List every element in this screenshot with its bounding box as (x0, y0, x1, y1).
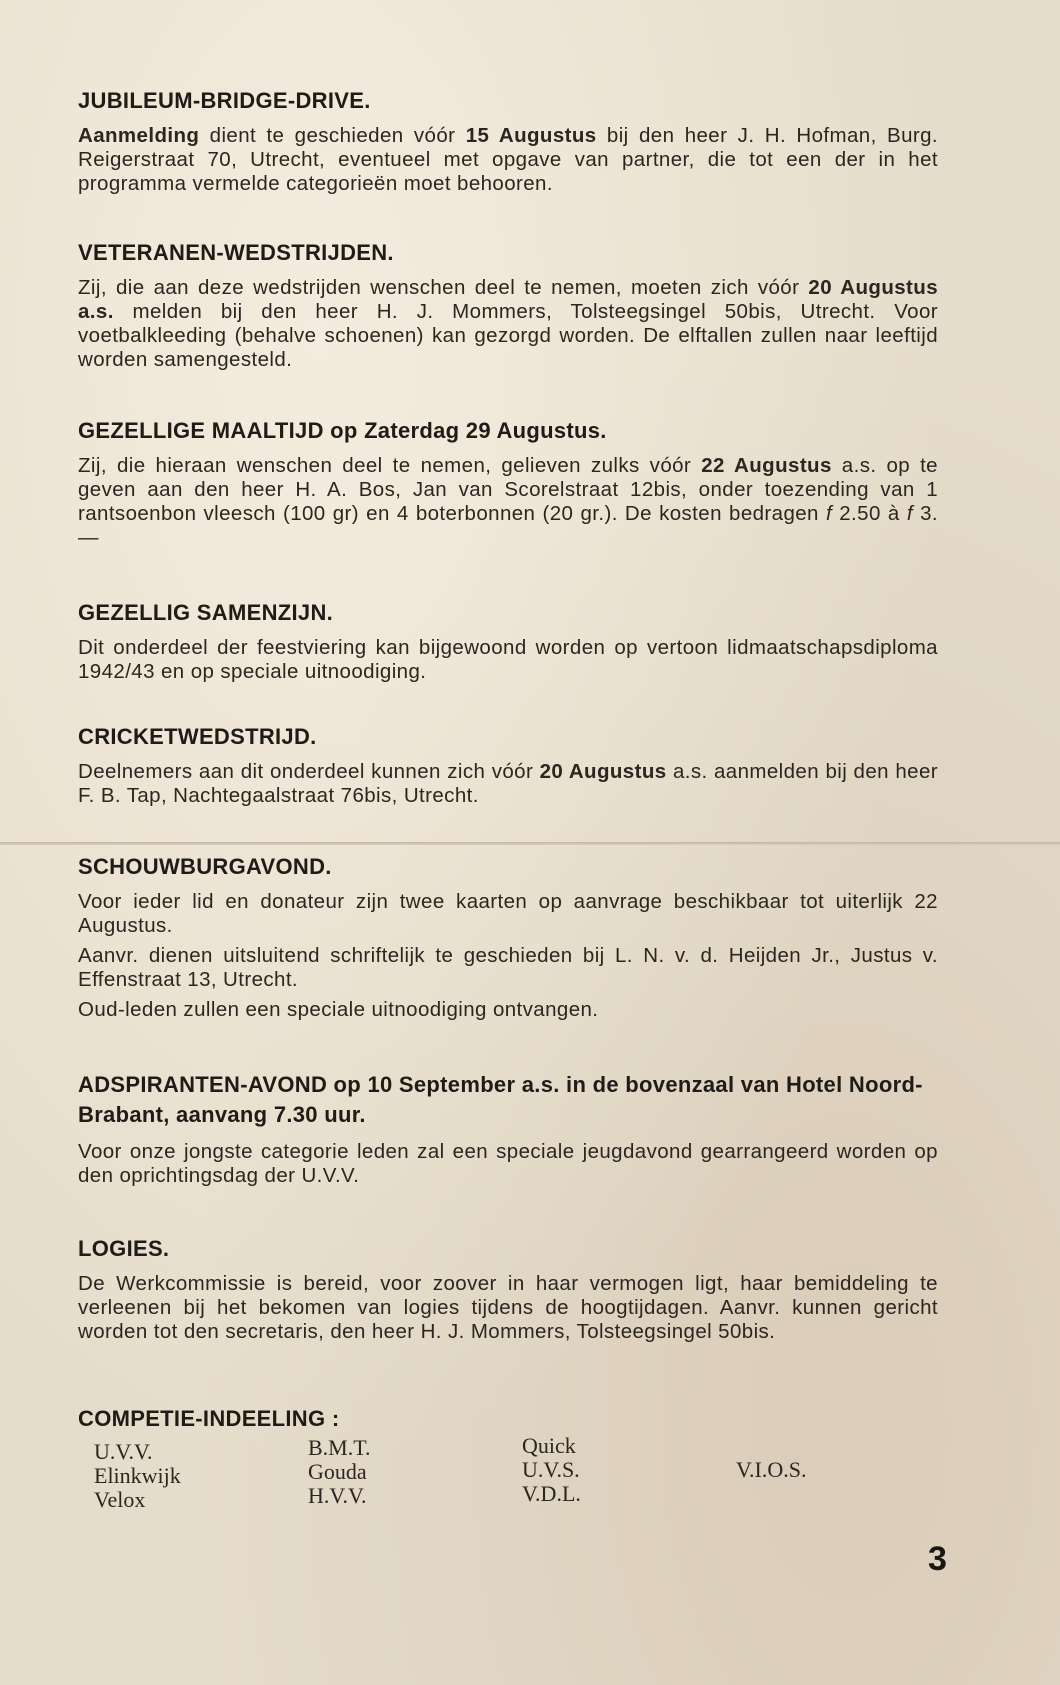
team: Elinkwijk (94, 1463, 181, 1488)
text-social: Dit onderdeel der feestviering kan bijgewoond worden op vertoon lidmaatschapsdiploma 1942/43 en op speciale uitnoodiging. (78, 636, 938, 683)
section-lodging (78, 1236, 938, 1350)
text-meal (78, 454, 938, 550)
team: Quick (522, 1433, 576, 1458)
cricket-text-1: Deelnemers aan dit onderdeel kunnen zich vóór (78, 760, 540, 783)
team: H.V.V. (308, 1483, 367, 1508)
meal-text-2: a.s. op te geven aan den heer H. A. Bos, Jan van Scorelstraat 12bis, onder toezending van 1 rantsoenbon vleesch (100 gr) en 4 boterbonnen (20 gr.). De kosten bedragen (78, 454, 938, 525)
bridge-text-1: dient te geschieden vóór (199, 124, 466, 147)
section-theatre (78, 854, 938, 1028)
team: U.V.V. (94, 1439, 153, 1464)
cricket-bold-1: 20 Augustus (539, 760, 667, 783)
text-cricket (78, 760, 938, 808)
heading-competition: COMPETIE-INDEELING : (78, 1406, 340, 1431)
team: Gouda (308, 1459, 367, 1484)
section-cricket (78, 724, 938, 814)
cricket-text-2: a.s. aanmelden bij den heer F. B. Tap, Nachtegaalstraat 76bis, Utrecht. (78, 760, 938, 807)
bridge-text-2: bij den heer J. H. Hofman, Burg. Reigerstraat 70, Utrecht, eventueel met opgave van partner, die tot een der in het programma vermelde categorieën moet behooren. (78, 124, 938, 195)
team: B.M.T. (308, 1435, 371, 1460)
heading-lodging: LOGIES. (78, 1236, 170, 1261)
section-social (78, 600, 938, 690)
team: Velox (94, 1487, 146, 1512)
meal-text-3: 2.50 à (832, 502, 907, 525)
team: V.I.O.S. (736, 1457, 807, 1482)
competition-column-2 (308, 1436, 371, 1508)
heading-cricket: CRICKETWEDSTRIJD. (78, 724, 317, 749)
section-bridge (78, 88, 938, 202)
section-veterans (78, 240, 938, 378)
heading-theatre: SCHOUWBURGAVOND. (78, 854, 332, 879)
competition-column-1 (94, 1440, 181, 1512)
team: V.D.L. (522, 1481, 581, 1506)
veterans-bold-1: 20 Augustus a.s. (78, 276, 938, 323)
heading-juniors: ADSPIRANTEN-AVOND op 10 September a.s. in de bovenzaal van Hotel Noord-Brabant, aanvang 7.30 uur. (78, 1072, 923, 1127)
heading-meal: GEZELLIGE MAALTIJD op Zaterdag 29 Augustus. (78, 418, 607, 443)
text-bridge (78, 124, 938, 196)
competition-column-3 (522, 1434, 581, 1506)
competition-column-4 (736, 1458, 807, 1482)
text-theatre-1: Voor ieder lid en donateur zijn twee kaarten op aanvrage beschikbaar tot uiterlijk 22 Augustus. (78, 890, 938, 937)
bridge-bold-1: Aanmelding (78, 124, 200, 147)
meal-florin-2: f (906, 502, 913, 525)
team: U.V.S. (522, 1457, 580, 1482)
section-meal (78, 418, 938, 556)
meal-florin-1: f (826, 502, 833, 525)
paper-fold-line (0, 842, 1060, 845)
veterans-text-2: melden bij den heer H. J. Mommers, Tolsteegsingel 50bis, Utrecht. Voor voetbalkleeding (behalve schoenen) kan gezorgd worden. De elftallen zullen naar leeftijd worden samengesteld. (78, 300, 938, 371)
meal-text-4: 3.— (78, 502, 938, 549)
section-competition (78, 1406, 938, 1442)
meal-text-1: Zij, die hieraan wenschen deel te nemen, gelieven zulks vóór (78, 454, 702, 477)
heading-veterans: VETERANEN-WEDSTRIJDEN. (78, 240, 394, 265)
text-veterans (78, 276, 938, 372)
text-theatre-2: Aanvr. dienen uitsluitend schriftelijk te geschieden bij L. N. v. d. Heijden Jr., Justus v. Effenstraat 13, Utrecht. (78, 944, 938, 991)
bridge-bold-2: 15 Augustus (465, 124, 597, 147)
heading-bridge: JUBILEUM-BRIDGE-DRIVE. (78, 88, 371, 113)
text-theatre-3: Oud-leden zullen een speciale uitnoodiging ontvangen. (78, 998, 599, 1021)
text-lodging: De Werkcommissie is bereid, voor zoover in haar vermogen ligt, haar bemiddeling te verleenen bij het bekomen van logies tijdens de hoogtijdagen. Aanvr. kunnen gericht worden tot den secretaris, den heer H. J. Mommers, Tolsteegsingel 50bis. (78, 1272, 938, 1343)
veterans-text-1: Zij, die aan deze wedstrijden wenschen deel te nemen, moeten zich vóór (78, 276, 809, 299)
meal-bold-1: 22 Augustus (701, 454, 832, 477)
section-juniors (78, 1070, 938, 1194)
heading-social: GEZELLIG SAMENZIJN. (78, 600, 334, 625)
page-number: 3 (928, 1540, 947, 1578)
text-juniors: Voor onze jongste categorie leden zal een speciale jeugdavond gearrangeerd worden op den oprichtingsdag der U.V.V. (78, 1140, 938, 1187)
